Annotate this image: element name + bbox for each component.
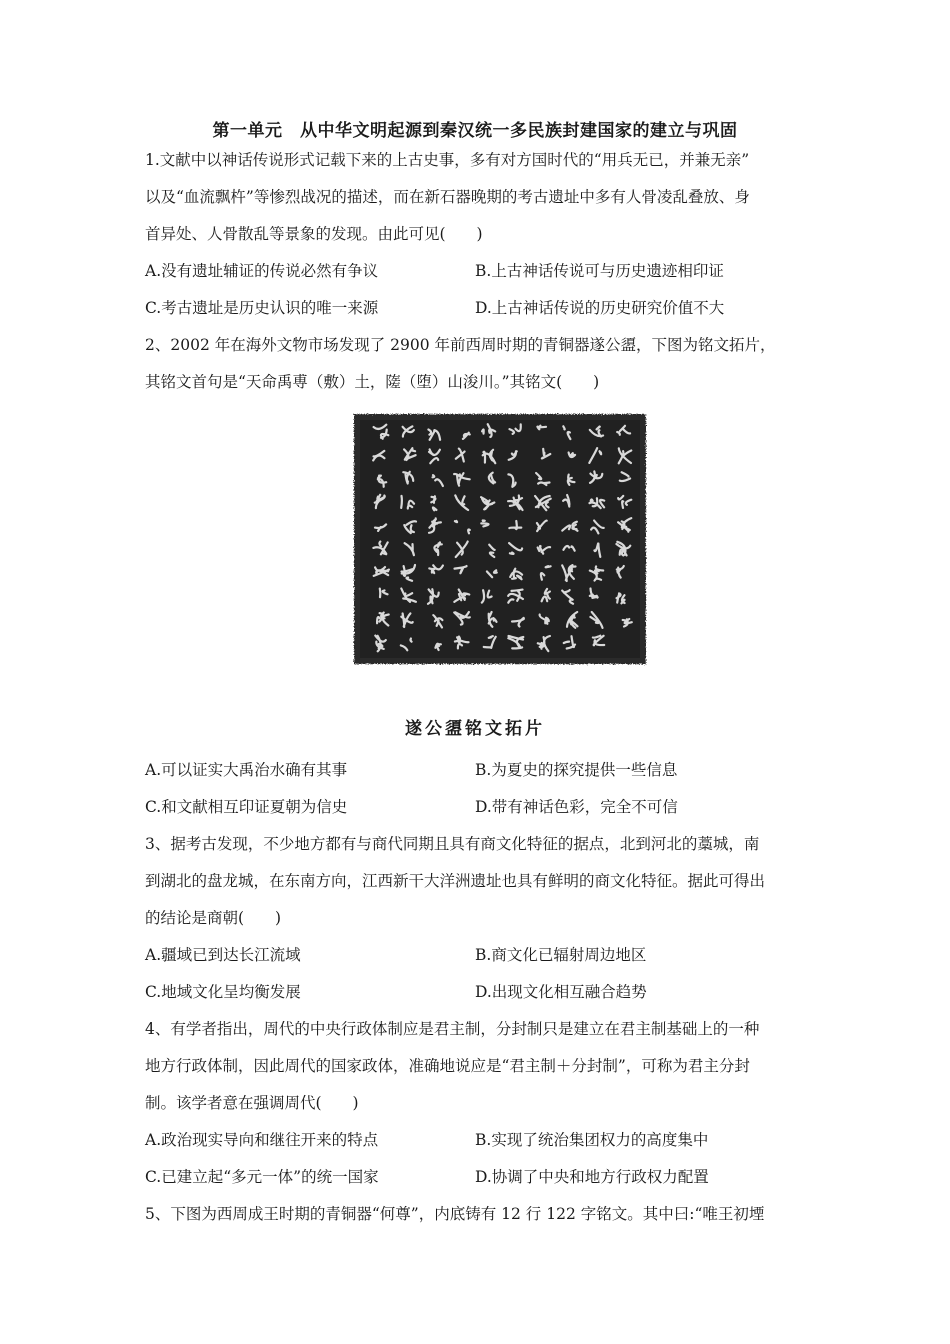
- q3-option-c: C.地域文化呈均衡发展: [145, 983, 301, 1001]
- inscription-rubbing-image: [350, 410, 650, 668]
- q3-option-b: B.商文化已辐射周边地区: [475, 946, 647, 964]
- q3-option-a: A.疆域已到达长江流域: [145, 946, 301, 964]
- q1-line-2: 以及“血流飘杵”等惨烈战况的描述，而在新石器晚期的考古遗址中多有人骨凌乱叠放、身: [145, 188, 750, 206]
- q5-line-1: 5、下图为西周成王时期的青铜器“何尊”，内底铸有 12 行 122 字铭文。其中曰:“唯王初堙: [145, 1205, 765, 1223]
- q1-option-a: A.没有遗址辅证的传说必然有争议: [145, 262, 379, 280]
- q1-option-c: C.考古遗址是历史认识的唯一来源: [145, 299, 379, 317]
- q2-line-2: 其铭文首句是“天命禹尃（敷）土，隓（堕）山浚川。”其铭文( ): [145, 373, 600, 391]
- q3-line-2: 到湖北的盘龙城，在东南方向，江西新干大洋洲遗址也具有鲜明的商文化特征。据此可得出: [145, 872, 766, 890]
- q1-option-b: B.上古神话传说可与历史遗迹相印证: [475, 262, 724, 280]
- q2-option-a: A.可以证实大禹治水确有其事: [145, 761, 348, 779]
- q2-line-1: 2、2002 年在海外文物市场发现了 2900 年前西周时期的青铜器遂公盨，下图为铭文拓片，: [145, 336, 776, 354]
- q4-option-d: D.协调了中央和地方行政权力配置: [475, 1168, 709, 1186]
- q4-line-3: 制。该学者意在强调周代( ): [145, 1094, 359, 1112]
- q3-line-1: 3、据考古发现，不少地方都有与商代同期且具有商文化特征的据点，北到河北的藁城，南: [145, 835, 760, 853]
- q4-option-a: A.政治现实导向和继往开来的特点: [145, 1131, 379, 1149]
- q1-option-d: D.上古神话传说的历史研究价值不大: [475, 299, 725, 317]
- q3-option-d: D.出现文化相互融合趋势: [475, 983, 647, 1001]
- q4-option-c: C.已建立起“多元一体”的统一国家: [145, 1168, 379, 1186]
- q3-line-3: 的结论是商朝( ): [145, 909, 282, 927]
- unit-title: 第一单元 从中华文明起源到秦汉统一多民族封建国家的建立与巩固: [212, 121, 738, 141]
- q4-option-b: B.实现了统治集团权力的高度集中: [475, 1131, 709, 1149]
- q1-line-1: 1.文献中以神话传说形式记载下来的上古史事，多有对方国时代的“用兵无已，并兼无亲”: [145, 151, 750, 169]
- q4-line-1: 4、有学者指出，周代的中央行政体制应是君主制，分封制只是建立在君主制基础上的一种: [145, 1020, 760, 1038]
- q1-line-3: 首异处、人骨散乱等景象的发现。由此可见( ): [145, 225, 483, 243]
- q2-option-b: B.为夏史的探究提供一些信息: [475, 761, 678, 779]
- figure-caption: 遂公盨铭文拓片: [405, 719, 545, 739]
- q4-line-2: 地方行政体制，因此周代的国家政体，准确地说应是“君主制＋分封制”，可称为君主分封: [145, 1057, 750, 1075]
- q2-option-c: C.和文献相互印证夏朝为信史: [145, 798, 348, 816]
- q2-option-d: D.带有神话色彩，完全不可信: [475, 798, 678, 816]
